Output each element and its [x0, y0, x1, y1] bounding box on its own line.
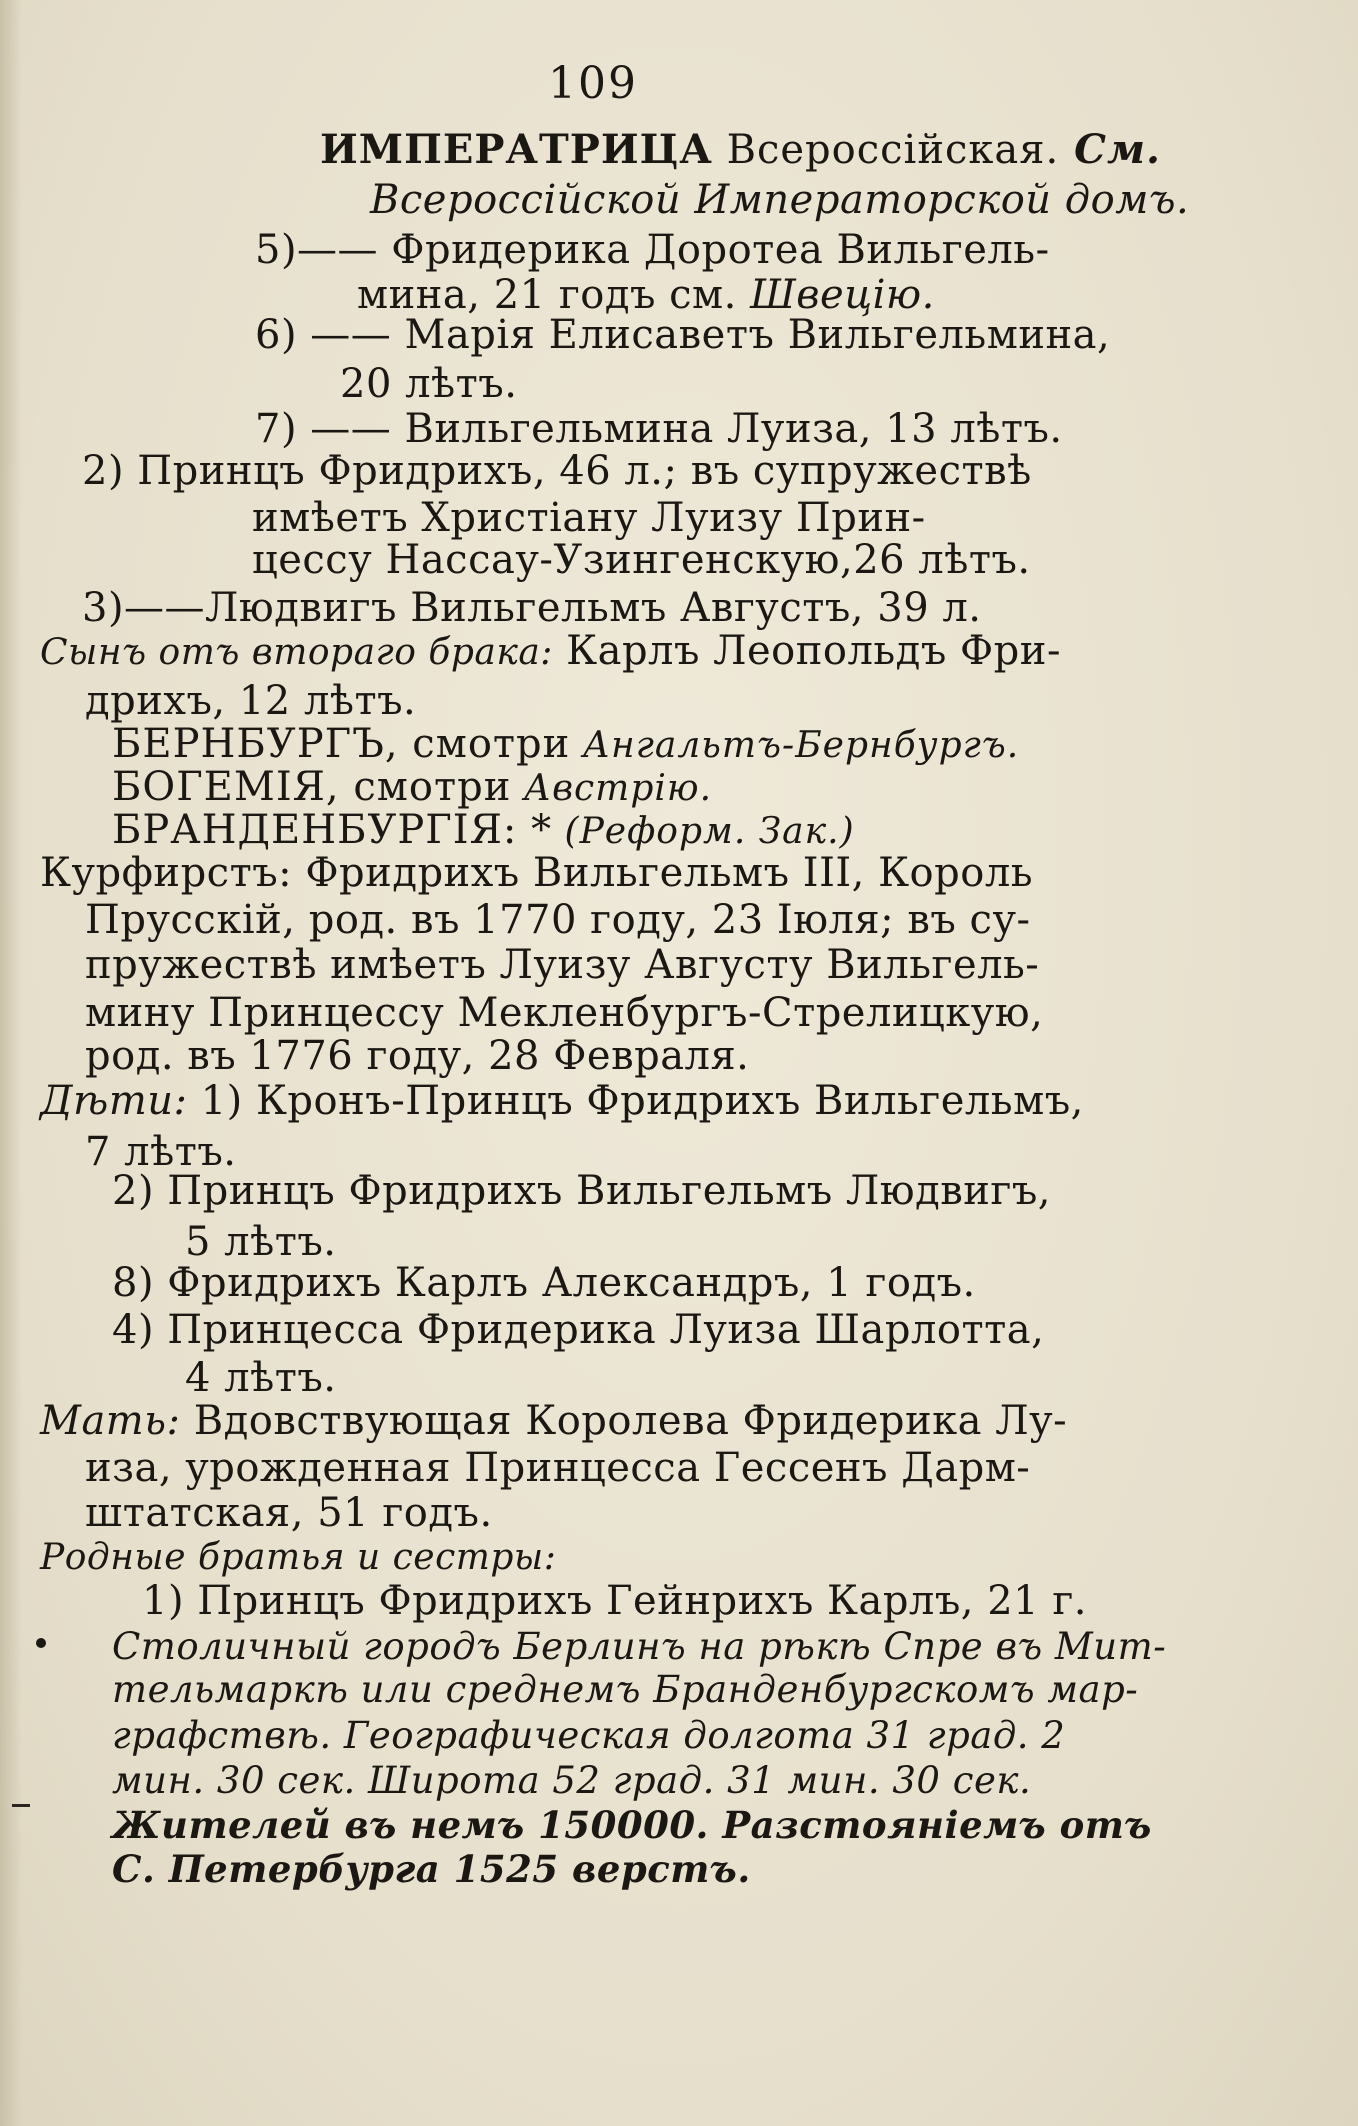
text-line: род. въ 1776 году, 28 Февраля. — [85, 1033, 750, 1079]
text-line — [40, 627, 1061, 677]
page-gutter-shadow — [0, 0, 22, 2126]
text-line: 7) —— Вильгельмина Луиза, 13 лѣтъ. — [255, 406, 1063, 452]
text-line: Всероссійской Императорской домъ. — [370, 177, 1190, 223]
text-line: Прусскій, род. въ 1770 году, 23 Іюля; въ су- — [85, 897, 1031, 943]
margin-dash-mark — [12, 1804, 30, 1807]
footnote-line: Жителей въ немъ 150000. Разстояніемъ отъ — [112, 1803, 1152, 1847]
text-line: 8) Фридрихъ Карлъ Александръ, 1 годъ. — [112, 1260, 976, 1306]
italic-span: Ангальтъ-Бернбургъ. — [570, 725, 1020, 766]
italic-span: Мать: — [40, 1398, 181, 1444]
italic-span: Швецію. — [736, 272, 935, 318]
text-line: имѣетъ Христіану Луизу Прин- — [252, 495, 926, 541]
text-line: дрихъ, 12 лѣтъ. — [85, 678, 417, 724]
text-line — [40, 1397, 1067, 1445]
italic-span: Сынъ отъ втораго брака: — [40, 632, 553, 673]
text-line: 4) Принцесса Фридерика Луиза Шарлотта, — [112, 1307, 1045, 1353]
page-number: 109 — [548, 58, 638, 109]
text-line: 5)—— Фридерика Доротеа Вильгель- — [255, 227, 1050, 273]
text-line: 1) Принцъ Фридрихъ Гейнрихъ Карлъ, 21 г. — [142, 1578, 1087, 1624]
italic-span: Австрію. — [511, 768, 713, 809]
italic-span: Дѣти: — [40, 1078, 188, 1124]
text-line: 5 лѣтъ. — [185, 1219, 337, 1265]
text-line: 2) Принцъ Фридрихъ Вильгельмъ Людвигъ, — [112, 1168, 1052, 1214]
text-line: 20 лѣтъ. — [340, 361, 518, 407]
text-line: 7 лѣтъ. — [85, 1129, 237, 1175]
text-line: 6) —— Марія Елисаветъ Вильгельмина, — [255, 312, 1111, 358]
footnote-line: тельмаркѣ или среднемъ Бранденбургскомъ мар- — [112, 1668, 1139, 1711]
text-line: цессу Нассау-Узингенскую,26 лѣтъ. — [252, 537, 1031, 583]
italic-span: См. — [1059, 126, 1161, 173]
text-span: Всероссійская. — [712, 127, 1060, 173]
text-line: Курфирстъ: Фридрихъ Вильгельмъ III, Король — [40, 850, 1034, 896]
entry-heading: ИМПЕРАТРИЦА — [320, 126, 713, 173]
text-line: 2) Принцъ Фридрихъ, 46 л.; въ супружествѣ — [82, 448, 1032, 494]
text-line — [320, 126, 1161, 174]
bullet-mark — [36, 1638, 46, 1648]
text-span: БЕРНБУРГЪ, смотри — [112, 721, 571, 767]
text-line: штатская, 51 годъ. — [85, 1490, 493, 1536]
text-line: мину Принцессу Мекленбургъ-Стрелицкую, — [85, 990, 1044, 1036]
text-line: иза, урожденная Принцесса Гессенъ Дарм- — [85, 1445, 1031, 1491]
text-line: 4 лѣтъ. — [185, 1355, 337, 1401]
footnote-line: мин. 30 сек. Широта 52 град. 31 мин. 30 сек. — [112, 1759, 1032, 1802]
footnote-line: графствѣ. Географическая долгота 31 град. 2 — [112, 1714, 1066, 1757]
footnote-line: Столичный городъ Берлинъ на рѣкѣ Спре въ Мит- — [112, 1625, 1167, 1668]
text-line: пружествѣ имѣетъ Луизу Августу Вильгель- — [85, 942, 1040, 988]
italic-span: (Реформ. Зак.) — [552, 811, 855, 852]
text-span: Вдовствующая Королева Фридерика Лу- — [180, 1398, 1068, 1444]
text-line — [40, 1077, 1084, 1125]
text-line: Родные братья и сестры: — [40, 1537, 557, 1578]
text-line: 3)——Людвигъ Вильгельмъ Августъ, 39 л. — [82, 585, 982, 631]
footnote-line: С. Петербурга 1525 верстъ. — [112, 1847, 751, 1891]
text-span: БОГЕМІЯ, смотри — [112, 764, 512, 810]
text-span: 1) Кронъ-Принцъ Фридрихъ Вильгельмъ, — [187, 1078, 1084, 1124]
text-span: мина, 21 годъ см. — [357, 272, 737, 318]
section-heading: БРАНДЕНБУРГІЯ: * — [112, 807, 553, 853]
text-span: Карлъ Леопольдъ Фри- — [552, 628, 1061, 674]
